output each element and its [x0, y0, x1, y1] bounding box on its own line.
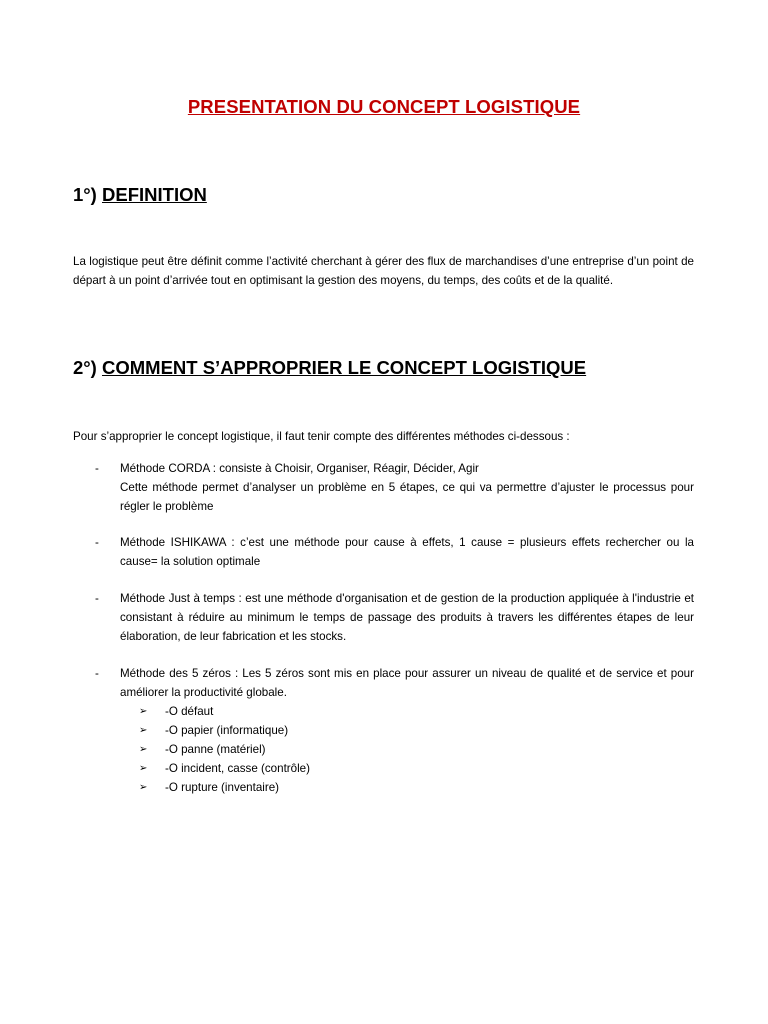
list-item — [139, 740, 310, 759]
arrow-bullet-icon: ➢ — [139, 782, 148, 793]
list-item-text: -O rupture (inventaire) — [165, 781, 280, 794]
arrow-bullet-icon: ➢ — [139, 763, 148, 774]
method-item-text: Méthode des 5 zéros : Les 5 zéros sont mis en place pour assurer un niveau de qualité et de service et pour améliorer la productivité globale. — [120, 667, 694, 699]
list-item — [139, 778, 310, 797]
list-dash: - — [95, 592, 99, 605]
method-item-just-a-temps — [73, 589, 694, 646]
method-item-ishikawa — [73, 533, 694, 571]
list-dash: - — [95, 667, 99, 680]
arrow-bullet-icon: ➢ — [139, 706, 148, 717]
zeros-bullet-list — [139, 702, 310, 797]
arrow-bullet-icon: ➢ — [139, 725, 148, 736]
list-item-text: -O panne (matériel) — [165, 743, 266, 756]
method-item-text: Méthode Just à temps : est une méthode d'organisation et de gestion de la production appliquée à l'industrie et consistant à réduire au minimum le temps de passage des produits à travers les différentes étapes de leur élaboration, de leur fabrication et les stocks. — [120, 592, 694, 643]
method-item-text: Méthode ISHIKAWA : c’est une méthode pour cause à effets, 1 cause = plusieurs effets rechercher ou la cause= la solution optimale — [120, 536, 694, 568]
list-dash: - — [95, 536, 99, 549]
section2-number: 2°) — [73, 357, 97, 378]
section2-heading — [73, 357, 586, 379]
method-item-corda — [73, 459, 694, 516]
list-item — [139, 702, 310, 721]
method-item-text: Méthode CORDA : consiste à Choisir, Organiser, Réagir, Décider, Agir — [120, 462, 479, 475]
section1-heading-text: DEFINITION — [102, 184, 207, 205]
section1-heading — [73, 184, 207, 206]
section2-intro: Pour s’approprier le concept logistique, il faut tenir compte des différentes méthodes ci-dessous : — [73, 430, 570, 443]
arrow-bullet-icon: ➢ — [139, 744, 148, 755]
list-item-text: -O incident, casse (contrôle) — [165, 762, 310, 775]
list-item-text: -O défaut — [165, 705, 214, 718]
definition-paragraph: La logistique peut être définit comme l’activité cherchant à gérer des flux de marchandises d’une entreprise d’un point de départ à un point d’arrivée tout en optimisant la gestion des moyens, du temps, des coûts et de la qualité. — [73, 255, 694, 287]
list-item-text: -O papier (informatique) — [165, 724, 289, 737]
document-title: PRESENTATION DU CONCEPT LOGISTIQUE — [187, 96, 581, 117]
section1-number: 1°) — [73, 184, 97, 205]
list-item — [139, 759, 310, 778]
method-item-detail: Cette méthode permet d’analyser un problème en 5 étapes, ce qui va permettre d’ajuster le processus pour régler le problème — [120, 481, 694, 513]
section2-heading-text: COMMENT S’APPROPRIER LE CONCEPT LOGISTIQUE — [102, 357, 587, 378]
method-item-5-zeros — [73, 664, 694, 702]
list-item — [139, 721, 310, 740]
list-dash: - — [95, 462, 99, 475]
